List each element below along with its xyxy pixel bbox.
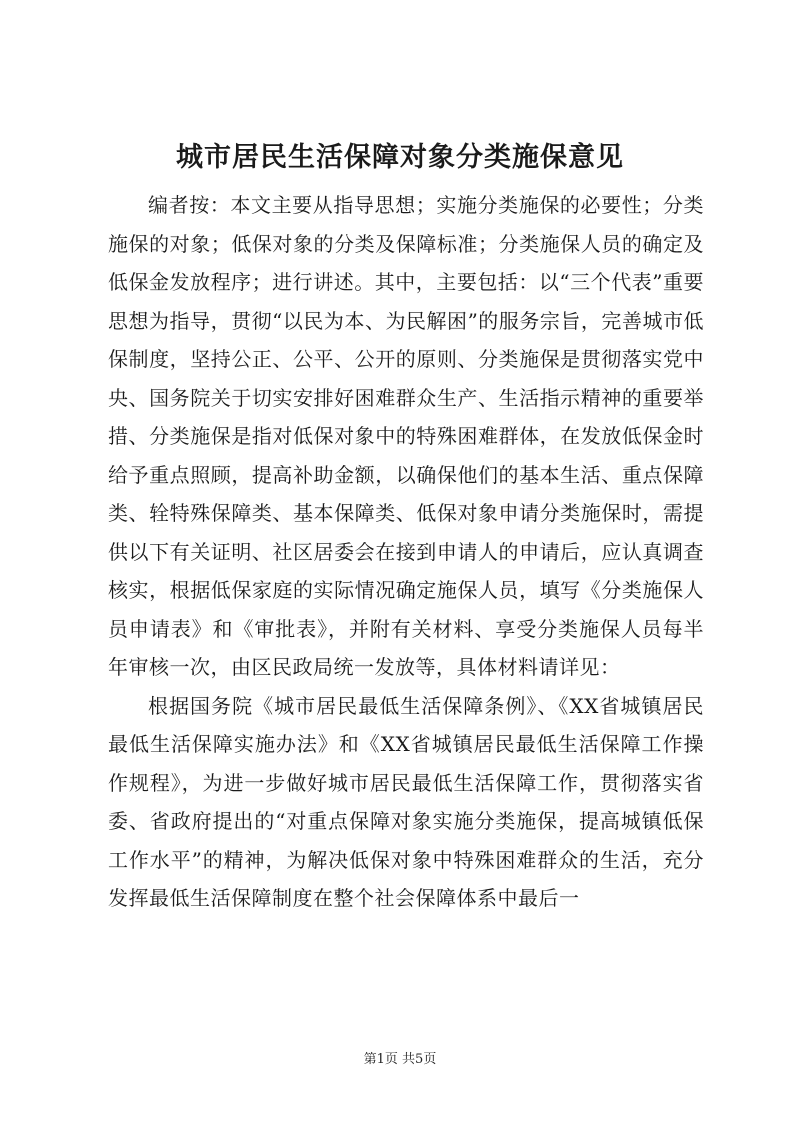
body-paragraph: 根据国务院《城市居民最低生活保障条例》、《XX省城镇居民最低生活保障实施办法》和《XX省城镇居民最低生活保障工作操作规程》，为进一步做好城市居民最低生活保障工作，贯彻落实省委、省政府提出的“对重点保障对象实施分类施保，提高城镇低保工作水平”的精神，为解决低保对象中特殊困难群众的生活，充分发挥最低生活保障制度在整个社会保障体系中最后一 [108,693,704,910]
editor-note-paragraph: 编者按：本文主要从指导思想；实施分类施保的必要性；分类施保的对象；低保对象的分类及保障标准；分类施保人员的确定及低保金发放程序；进行讲述。其中，主要包括：以“三个代表”重要思想为指导，贯彻“以民为本、为民解困”的服务宗旨，完善城市低保制度，坚持公正、公平、公开的原则、分类施保是贯彻落实党中央、国务院关于切实安排好困难群众生产、生活指示精神的重要举措、分类施保是指对低保对象中的特殊困难群体，在发放低保金时给予重点照顾，提高补助金额，以确保他们的基本生活、重点保障类、辁特殊保障类、基本保障类、低保对象申请分类施保时，需提供以下有关证明、社区居委会在接到申请人的申请后，应认真调查核实，根据低保家庭的实际情况确定施保人员，填写《分类施保人员申请表》和《审批表》，并附有关材料、享受分类施保人员每半年审核一次，由区民政局统一发放等，具体材料请详见： [108,193,704,679]
document-body [108,186,704,918]
page-title: 城市居民生活保障对象分类施保意见 [176,142,624,173]
page-footer: 第1页 共5页 [363,1052,437,1067]
